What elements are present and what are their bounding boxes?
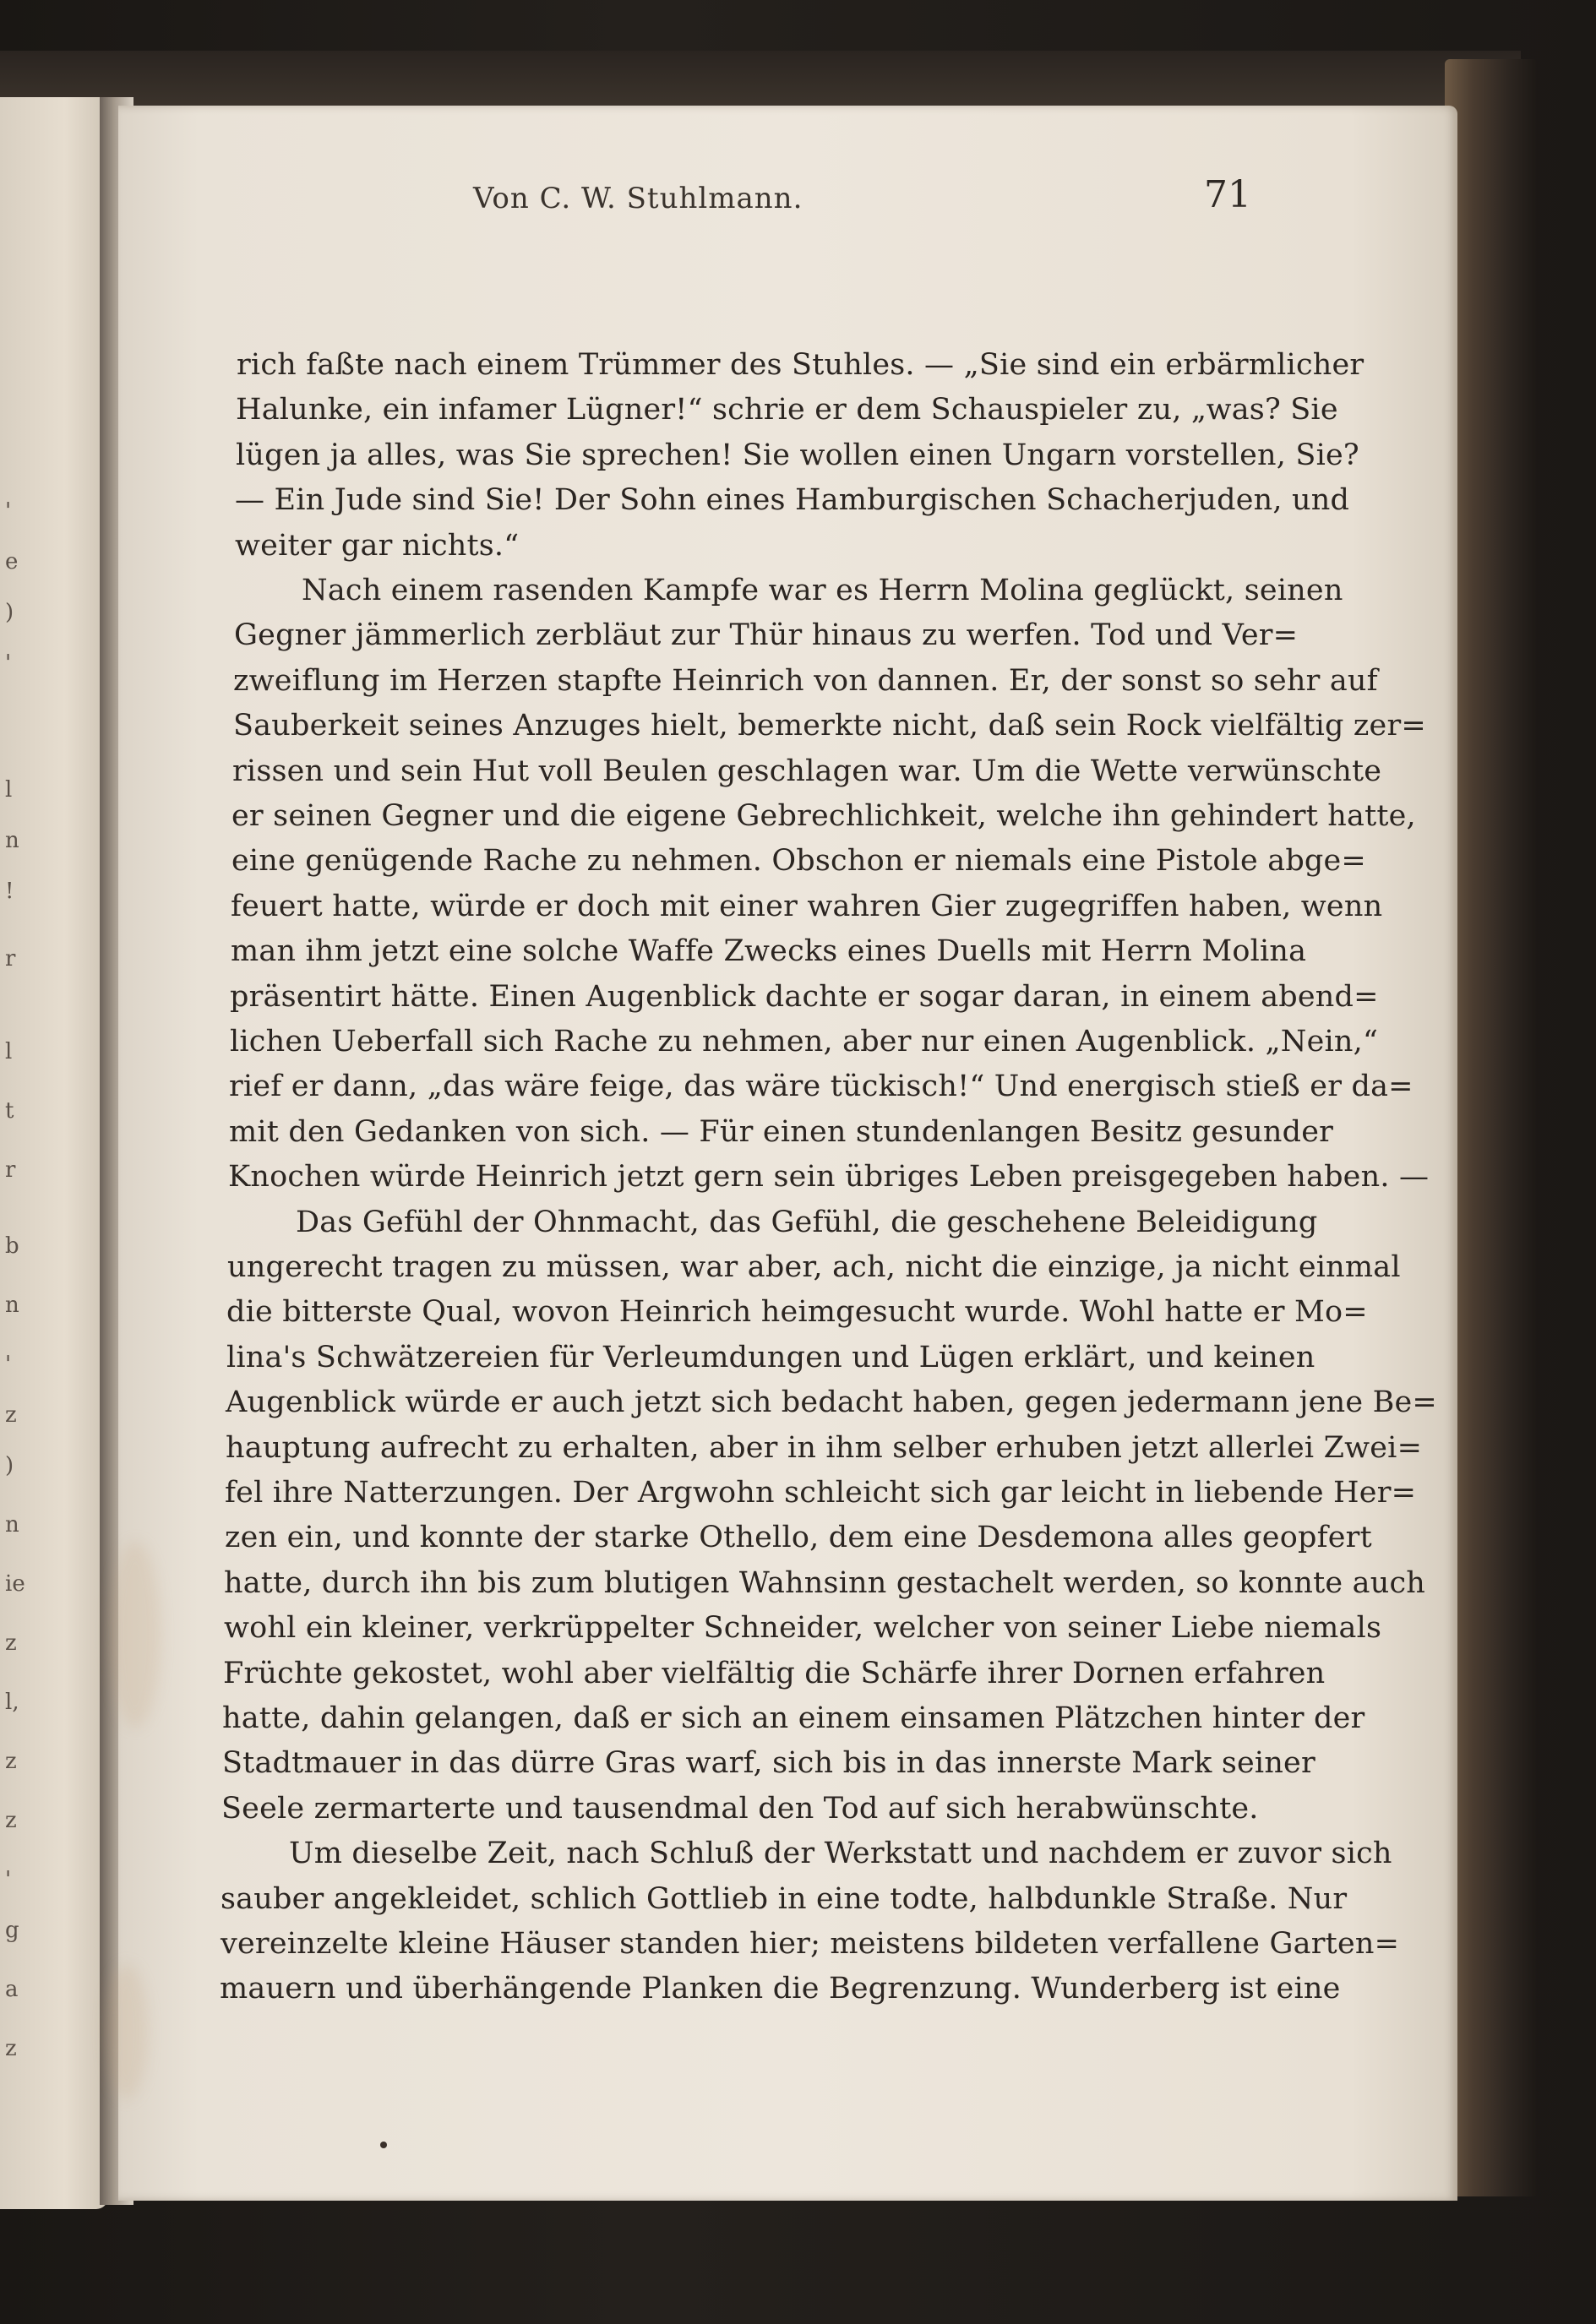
text-line: Sauberkeit seines Anzuges hielt, bemerkte nicht, daß sein Rock vielfältig zer= [233, 709, 1426, 743]
text-line: mauern und überhängende Planken die Begrenzung. Wunderberg ist eine [220, 1972, 1341, 2006]
left-page-fragment: ) [5, 600, 14, 625]
text-line: hatte, durch ihn bis zum blutigen Wahnsinn gestachelt werden, so konnte auch [224, 1565, 1426, 1600]
page-stain [106, 1964, 148, 2099]
text-line: fel ihre Natterzungen. Der Argwohn schleicht sich gar leicht in liebende Her= [225, 1476, 1417, 1510]
text-line: eine genügende Rache zu nehmen. Obschon er niemals eine Pistole abge= [232, 844, 1366, 879]
text-line: Nach einem rasenden Kampfe war es Herrn Molina geglückt, seinen [302, 574, 1343, 607]
text-line: Das Gefühl der Ohnmacht, das Gefühl, die geschehene Beleidigung [296, 1205, 1318, 1239]
text-line: rich faßte nach einem Trümmer des Stuhles. — „Sie sind ein erbärmlicher [237, 348, 1364, 382]
left-page-fragment: l, [5, 1690, 19, 1715]
left-page-fragment: z [5, 1630, 17, 1656]
text-line: zweiflung im Herzen stapfte Heinrich von dannen. Er, der sonst so sehr auf [233, 663, 1378, 698]
text-line: hatte, dahin gelangen, daß er sich an einem einsamen Plätzchen hinter der [222, 1701, 1365, 1735]
text-line: mit den Gedanken von sich. — Für einen stundenlangen Besitz gesunder [229, 1114, 1334, 1149]
text-line: Stadtmauer in das dürre Gras warf, sich bis in das innerste Mark seiner [222, 1746, 1315, 1781]
text-line: man ihm jetzt eine solche Waffe Zwecks eines Duells mit Herrn Molina [231, 934, 1307, 969]
text-line: Halunke, ein infamer Lügner!“ schrie er dem Schauspieler zu, „was? Sie [236, 393, 1338, 427]
left-page-fragment: g [5, 1918, 19, 1943]
left-page-fragment: r [5, 1157, 16, 1183]
text-line: vereinzelte kleine Häuser standen hier; meistens bildeten verfallene Garten= [221, 1927, 1400, 1961]
text-line: die bitterste Qual, wovon Heinrich heimgesucht wurde. Wohl hatte er Mo= [226, 1295, 1368, 1330]
page-stain [110, 1542, 161, 1728]
left-page-fragment: z [5, 1808, 17, 1833]
left-page-fragment: ! [5, 879, 14, 904]
text-line: Früchte gekostet, wohl aber vielfältig die Schärfe ihrer Dornen erfahren [223, 1656, 1326, 1690]
left-page-fragment: ' [5, 1352, 12, 1377]
text-line: weiter gar nichts.“ [235, 528, 520, 563]
left-page-fragment: n [5, 1293, 19, 1318]
text-line: Augenblick würde er auch jetzt sich bedacht haben, gegen jedermann jene Be= [226, 1385, 1437, 1420]
left-page-fragment: ie [5, 1571, 25, 1597]
left-page-fragment: l [5, 777, 13, 803]
text-line: — Ein Jude sind Sie! Der Sohn eines Hamburgischen Schacherjuden, und [235, 483, 1350, 518]
text-line: Gegner jämmerlich zerbläut zur Thür hinaus zu werfen. Tod und Ver= [234, 618, 1299, 653]
text-line: lina's Schwätzereien für Verleumdungen und Lügen erklärt, und keinen [226, 1340, 1315, 1374]
page-number: 71 [1204, 173, 1251, 216]
left-page-fragment: ' [5, 498, 12, 524]
text-line: lichen Ueberfall sich Rache zu nehmen, aber nur einen Augenblick. „Nein,“ [230, 1025, 1379, 1059]
left-page-fragment: z [5, 1749, 17, 1774]
cover-right-edge [1445, 59, 1538, 2196]
left-page-fragment: z [5, 1402, 17, 1428]
left-page-fragment: ) [5, 1453, 14, 1478]
text-line: ungerecht tragen zu müssen, war aber, ach, nicht die einzige, ja nicht einmal [227, 1250, 1401, 1284]
running-head: Von C. W. Stuhlmann. [473, 182, 803, 215]
text-line: Knochen würde Heinrich jetzt gern sein übriges Leben preisgegeben haben. — [228, 1160, 1430, 1195]
text-line: rissen und sein Hut voll Beulen geschlagen war. Um die Wette verwünschte [232, 754, 1382, 788]
left-page [0, 97, 108, 2209]
text-line: wohl ein kleiner, verkrüppelter Schneider, welcher von seiner Liebe niemals [224, 1611, 1382, 1646]
left-page-fragment: l [5, 1039, 13, 1064]
text-line: Um dieselbe Zeit, nach Schluß der Werkstatt und nachdem er zuvor sich [289, 1837, 1392, 1871]
left-page-fragment: b [5, 1233, 19, 1259]
left-page-fragment: a [5, 1977, 19, 2002]
text-line: Seele zermarterte und tausendmal den Tod auf sich herabwünschte. [221, 1791, 1259, 1826]
text-line: sauber angekleidet, schlich Gottlieb in eine todte, halbdunkle Straße. Nur [221, 1881, 1348, 1916]
cover-top-edge [0, 51, 1521, 110]
left-page-fragment: n [5, 1512, 19, 1538]
left-page-fragment: z [5, 2036, 17, 2061]
left-page-fragment: ' [5, 1867, 12, 1892]
left-page-fragment: n [5, 828, 19, 853]
left-page-fragment: r [5, 946, 16, 972]
left-page-fragment: ' [5, 650, 12, 676]
text-line: feuert hatte, würde er doch mit einer wahren Gier zugegriffen haben, wenn [231, 889, 1383, 923]
text-line: rief er dann, „das wäre feige, das wäre tückisch!“ Und energisch stieß er da= [229, 1069, 1414, 1104]
left-page-fragment: t [5, 1098, 14, 1124]
text-line: lügen ja alles, was Sie sprechen! Sie wollen einen Ungarn vorstellen, Sie? [236, 438, 1359, 472]
left-page-fragment: e [5, 549, 19, 574]
text-line: er seinen Gegner und die eigene Gebrechlichkeit, welche ihn gehindert hatte, [232, 799, 1416, 833]
text-line: zen ein, und konnte der starke Othello, dem eine Desdemona alles geopfert [225, 1521, 1372, 1555]
text-line: hauptung aufrecht zu erhalten, aber in ihm selber erhuben jetzt allerlei Zwei= [226, 1430, 1423, 1465]
ink-speck [380, 2142, 387, 2148]
text-line: präsentirt hätte. Einen Augenblick dachte er sogar daran, in einem abend= [230, 979, 1379, 1014]
